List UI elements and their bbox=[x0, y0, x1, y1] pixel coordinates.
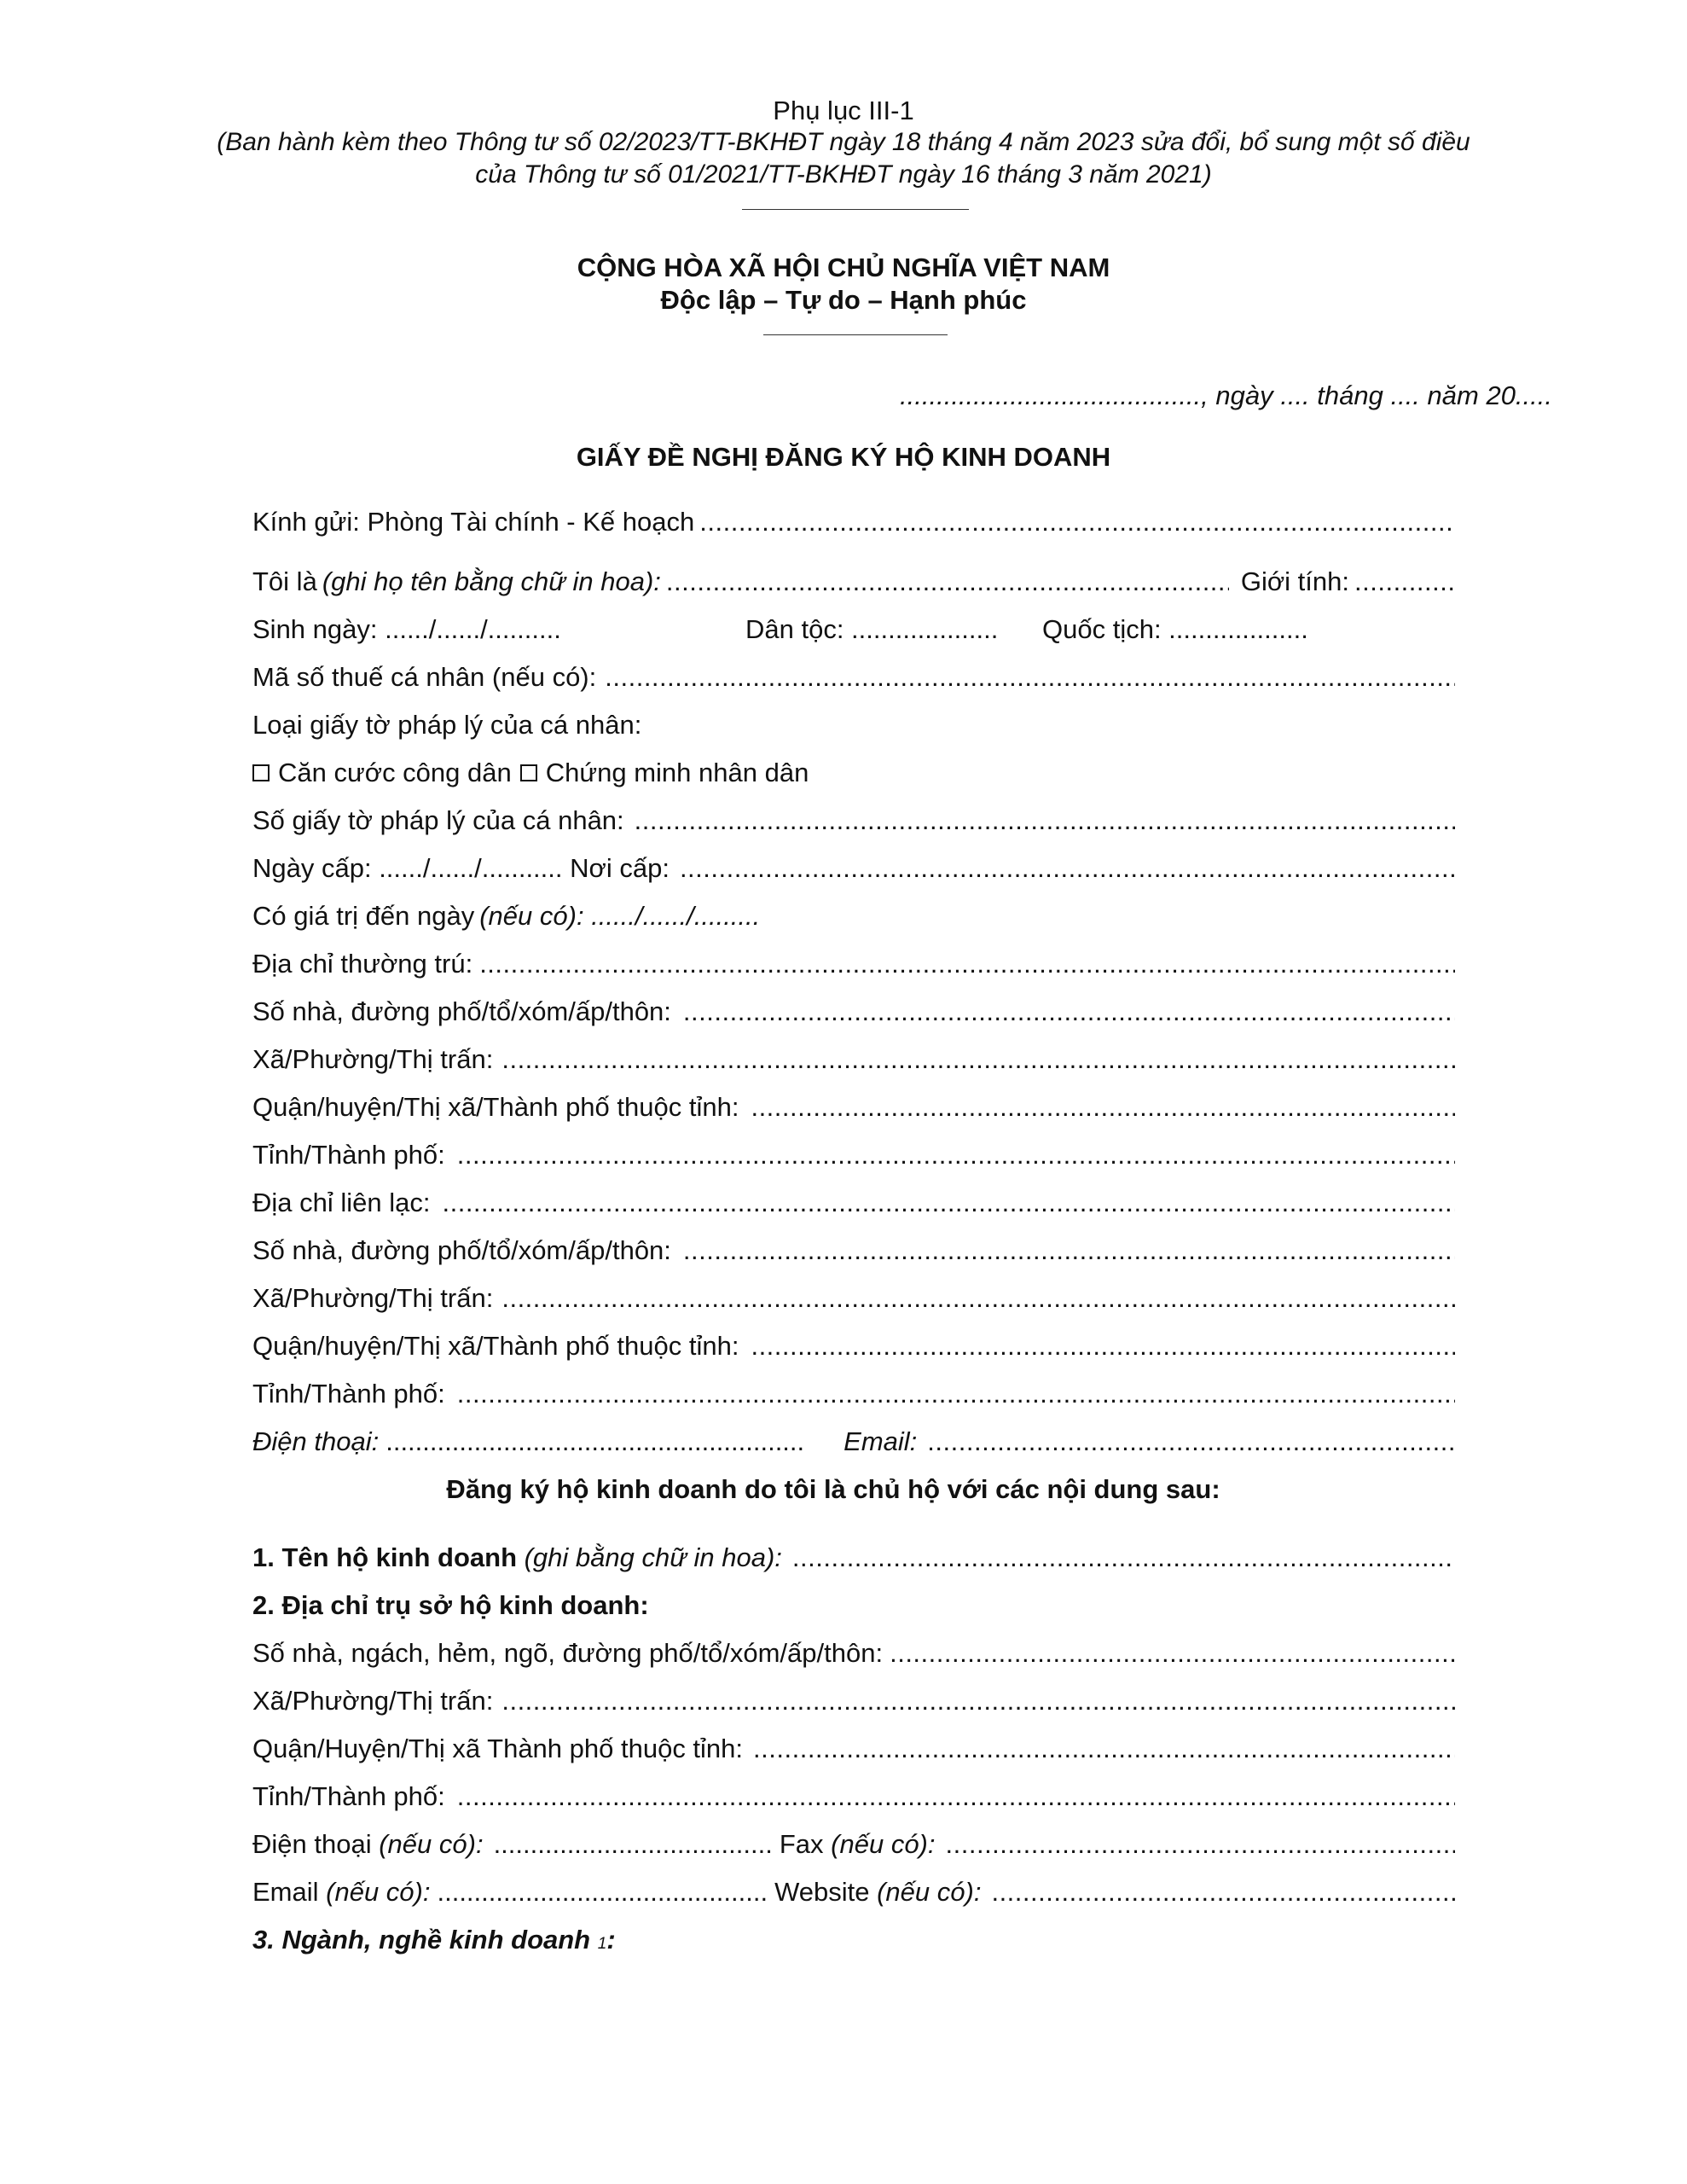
recipient-label: Kính gửi: Phòng Tài chính - Kế hoạch bbox=[252, 507, 695, 537]
name-row bbox=[252, 566, 1455, 601]
permanent-address-label: Địa chỉ thường trú: bbox=[252, 949, 473, 979]
business-street-field[interactable] bbox=[890, 1638, 1455, 1669]
permanent-address-row bbox=[252, 949, 1455, 983]
business-district-label: Quận/Huyện/Thị xã Thành phố thuộc tỉnh: bbox=[252, 1734, 744, 1763]
business-fax-label: Fax bbox=[779, 1829, 832, 1859]
business-website-label: Website bbox=[774, 1877, 878, 1907]
id-type-label: Loại giấy tờ pháp lý của cá nhân: bbox=[252, 710, 642, 740]
permanent-district-row bbox=[252, 1092, 1455, 1126]
business-name-hint: (ghi bằng chữ in hoa): bbox=[517, 1542, 782, 1572]
business-district-row bbox=[252, 1734, 1455, 1768]
business-ward-row bbox=[252, 1686, 1455, 1720]
permanent-ward-row bbox=[252, 1044, 1455, 1078]
business-sector-row bbox=[252, 1925, 1455, 1959]
name-label: Tôi là bbox=[252, 566, 317, 596]
business-address-heading-row bbox=[252, 1590, 1455, 1624]
business-phone-fax-row bbox=[252, 1829, 1455, 1863]
contact-province-label: Tỉnh/Thành phố: bbox=[252, 1379, 445, 1409]
business-phone-field[interactable]: ...................................... bbox=[493, 1829, 773, 1859]
contact-street-row bbox=[252, 1235, 1455, 1269]
issued-note-line-1: (Ban hành kèm theo Thông tư số 02/2023/TT-BKHĐT ngày 18 tháng 4 năm 2023 sửa đổi, bổ sung một số điều bbox=[217, 128, 1470, 156]
valid-until-hint[interactable]: (nếu có): ....../....../......... bbox=[479, 901, 761, 931]
business-ward-label: Xã/Phường/Thị trấn: bbox=[252, 1686, 494, 1716]
business-sector-footnote-mark: 1 bbox=[597, 1935, 607, 1953]
tax-code-field[interactable] bbox=[605, 662, 1455, 693]
email-label: Email: bbox=[844, 1426, 918, 1456]
nationality-label[interactable]: Quốc tịch: ................... bbox=[1042, 614, 1308, 644]
business-email-hint: (nếu có): bbox=[326, 1877, 431, 1907]
permanent-province-field[interactable] bbox=[457, 1140, 1455, 1170]
citizen-id-checkbox[interactable] bbox=[252, 764, 270, 781]
phone-email-row bbox=[252, 1426, 1455, 1461]
contact-street-label: Số nhà, đường phố/tổ/xóm/ấp/thôn: bbox=[252, 1235, 671, 1265]
gender-field[interactable] bbox=[1354, 566, 1455, 597]
identity-card-option: Chứng minh nhân dân bbox=[545, 758, 809, 787]
contact-province-field[interactable] bbox=[457, 1379, 1455, 1409]
id-number-row bbox=[252, 805, 1455, 839]
appendix-title: Phụ lục III-1 bbox=[773, 96, 914, 125]
dob-label[interactable]: Sinh ngày: ....../....../.......... bbox=[252, 614, 561, 644]
business-email-field[interactable]: ............................................. bbox=[437, 1877, 768, 1907]
permanent-district-label: Quận/huyện/Thị xã/Thành phố thuộc tỉnh: bbox=[252, 1092, 739, 1122]
issue-date-label: Ngày cấp: ....../....../........... Nơi cấp: bbox=[252, 853, 670, 883]
business-website-field[interactable] bbox=[991, 1877, 1455, 1908]
ethnicity-label[interactable]: Dân tộc: .................... bbox=[745, 614, 999, 644]
date-line: ........................................., ngày .... tháng .... năm 20..... bbox=[900, 380, 1552, 410]
id-options-row bbox=[252, 758, 1455, 792]
contact-address-label: Địa chỉ liên lạc: bbox=[252, 1188, 431, 1217]
identity-card-checkbox[interactable] bbox=[520, 764, 537, 781]
tax-code-label: Mã số thuế cá nhân (nếu có): bbox=[252, 662, 597, 692]
business-fax-hint: (nếu có): bbox=[831, 1829, 936, 1859]
business-address-heading: 2. Địa chỉ trụ sở hộ kinh doanh: bbox=[252, 1590, 649, 1620]
nation-title: CỘNG HÒA XÃ HỘI CHỦ NGHĨA VIỆT NAM bbox=[577, 253, 1110, 282]
citizen-id-option: Căn cước công dân bbox=[278, 758, 512, 787]
tax-code-row bbox=[252, 662, 1455, 696]
id-type-row bbox=[252, 710, 1455, 744]
business-sector-label: 3. Ngành, nghề kinh doanh bbox=[252, 1925, 598, 1955]
business-ward-field[interactable] bbox=[501, 1686, 1455, 1716]
business-district-field[interactable] bbox=[753, 1734, 1455, 1764]
name-field[interactable] bbox=[666, 566, 1229, 597]
motto: Độc lập – Tự do – Hạnh phúc bbox=[660, 285, 1027, 315]
business-province-label: Tỉnh/Thành phố: bbox=[252, 1781, 445, 1811]
id-number-field[interactable] bbox=[635, 805, 1455, 836]
contact-district-label: Quận/huyện/Thị xã/Thành phố thuộc tỉnh: bbox=[252, 1331, 739, 1361]
business-website-hint: (nếu có): bbox=[877, 1877, 982, 1907]
dob-row bbox=[252, 614, 1455, 648]
permanent-province-row bbox=[252, 1140, 1455, 1174]
business-province-field[interactable] bbox=[457, 1781, 1455, 1812]
business-phone-hint: (nếu có): bbox=[379, 1829, 484, 1859]
permanent-ward-label: Xã/Phường/Thị trấn: bbox=[252, 1044, 494, 1074]
issue-row bbox=[252, 853, 1455, 887]
permanent-street-label: Số nhà, đường phố/tổ/xóm/ấp/thôn: bbox=[252, 996, 671, 1026]
business-street-row bbox=[252, 1638, 1455, 1672]
name-hint: (ghi họ tên bằng chữ in hoa): bbox=[322, 566, 661, 596]
business-fax-field[interactable] bbox=[946, 1829, 1456, 1860]
permanent-province-label: Tỉnh/Thành phố: bbox=[252, 1140, 445, 1170]
contact-ward-row bbox=[252, 1283, 1455, 1317]
business-email-website-row bbox=[252, 1877, 1455, 1911]
business-email-label: Email bbox=[252, 1877, 327, 1907]
id-number-label: Số giấy tờ pháp lý của cá nhân: bbox=[252, 805, 624, 835]
permanent-address-field[interactable] bbox=[479, 949, 1455, 979]
business-name-row bbox=[252, 1542, 1455, 1577]
gender-label: Giới tính: bbox=[1240, 566, 1349, 596]
business-sector-colon: : bbox=[606, 1925, 616, 1955]
contact-street-field[interactable] bbox=[683, 1235, 1455, 1266]
contact-province-row bbox=[252, 1379, 1455, 1413]
contact-ward-label: Xã/Phường/Thị trấn: bbox=[252, 1283, 494, 1313]
recipient-row bbox=[252, 507, 1455, 541]
business-province-row bbox=[252, 1781, 1455, 1815]
permanent-street-row bbox=[252, 996, 1455, 1031]
valid-until-label: Có giá trị đến ngày bbox=[252, 901, 475, 931]
contact-district-row bbox=[252, 1331, 1455, 1365]
registration-heading: Đăng ký hộ kinh doanh do tôi là chủ hộ với các nội dung sau: bbox=[446, 1474, 1220, 1504]
form-title: GIẤY ĐỀ NGHỊ ĐĂNG KÝ HỘ KINH DOANH bbox=[576, 442, 1111, 472]
contact-address-field[interactable] bbox=[442, 1188, 1455, 1218]
business-street-label: Số nhà, ngách, hẻm, ngõ, đường phố/tổ/xóm/ấp/thôn: bbox=[252, 1638, 884, 1668]
header-divider bbox=[742, 209, 969, 210]
motto-divider bbox=[763, 334, 948, 335]
valid-until-row bbox=[252, 901, 1455, 935]
business-name-field[interactable] bbox=[792, 1542, 1455, 1573]
permanent-street-field[interactable] bbox=[683, 996, 1455, 1027]
permanent-ward-field[interactable] bbox=[501, 1044, 1455, 1075]
contact-address-row bbox=[252, 1188, 1455, 1222]
issued-note-line-2: của Thông tư số 01/2021/TT-BKHĐT ngày 16 tháng 3 năm 2021) bbox=[475, 160, 1212, 189]
contact-district-field[interactable] bbox=[751, 1331, 1455, 1362]
phone-field[interactable]: ......................................................... bbox=[386, 1426, 805, 1456]
business-name-label: 1. Tên hộ kinh doanh bbox=[252, 1542, 517, 1572]
contact-ward-field[interactable] bbox=[501, 1283, 1455, 1314]
issue-place-field[interactable] bbox=[680, 853, 1455, 884]
permanent-district-field[interactable] bbox=[751, 1092, 1455, 1123]
recipient-field[interactable] bbox=[699, 507, 1455, 537]
email-field[interactable] bbox=[927, 1426, 1455, 1457]
business-phone-label: Điện thoại bbox=[252, 1829, 380, 1859]
phone-label: Điện thoại: bbox=[252, 1426, 380, 1456]
